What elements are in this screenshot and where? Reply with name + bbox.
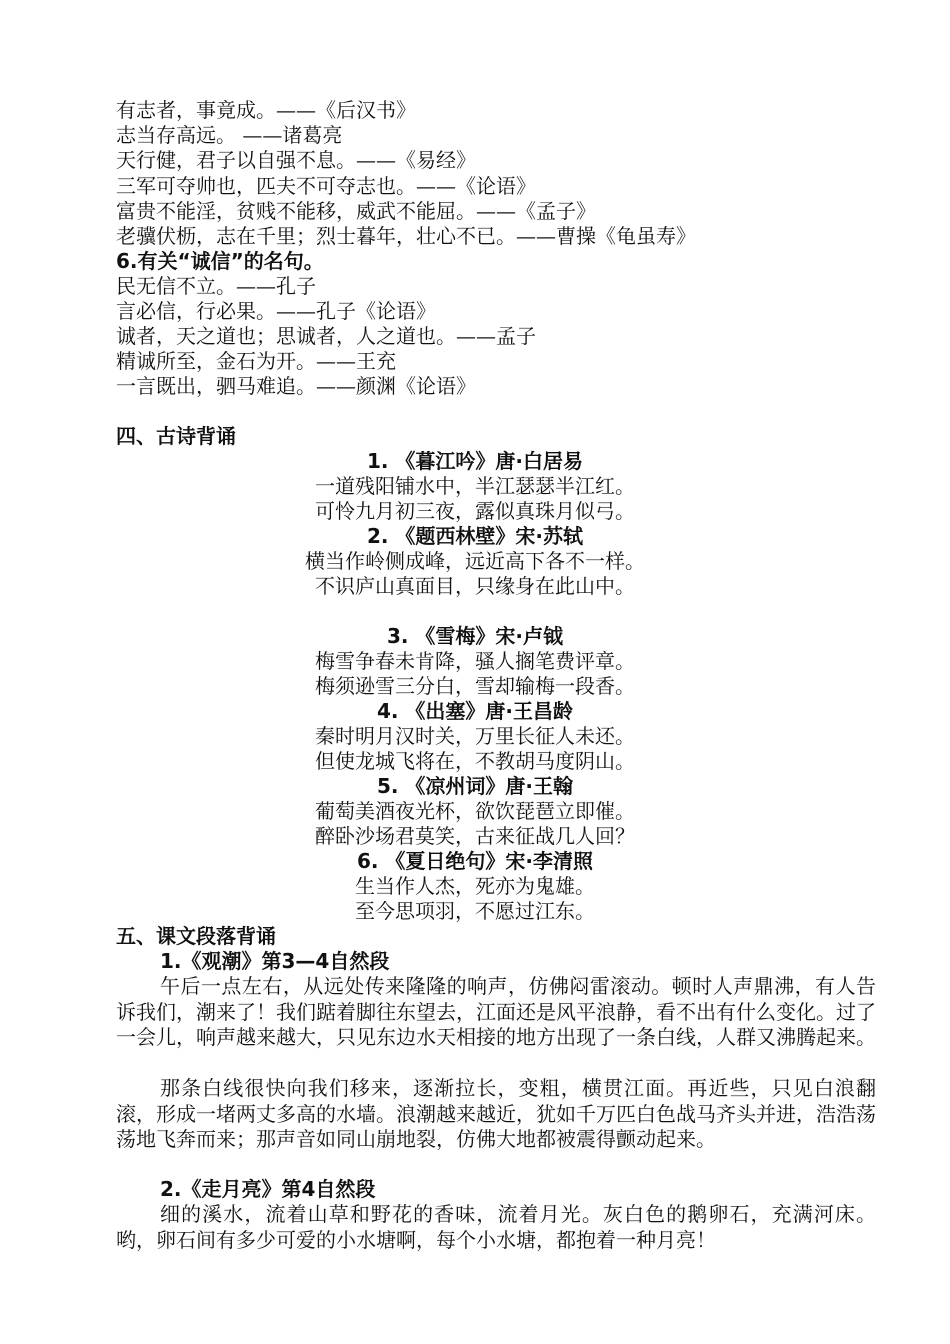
poem-line: 可怜九月初三夜，露似真珠月似弓。 <box>315 499 635 523</box>
quote-line: 三军可夺帅也，匹夫不可夺志也。——《论语》 <box>116 174 536 198</box>
poem-line: 横当作岭侧成峰，远近高下各不一样。 <box>305 549 645 573</box>
passage-paragraph: 午后一点左右，从远处传来隆隆的响声，仿佛闷雷滚动。顿时人声鼎沸，有人告诉我们，潮来了！我们踮着脚往东望去，江面还是风平浪静，看不出有什么变化。过了一会儿，响声越来越大，只见东边水天相接的地方出现了一条白线，人群又沸腾起来。 <box>116 974 876 1049</box>
quote-line: 一言既出，驷马难追。——颜渊《论语》 <box>116 374 476 398</box>
poem-line: 梅雪争春未肯降，骚人搁笔费评章。 <box>315 649 635 673</box>
poem-line: 生当作人杰，死亦为鬼雄。 <box>355 874 595 898</box>
passage-paragraph: 那条白线很快向我们移来，逐渐拉长，变粗，横贯江面。再近些，只见白浪翻滚，形成一堵两丈多高的水墙。浪潮越来越近，犹如千万匹白色战马齐头并进，浩浩荡荡地飞奔而来；那声音如同山崩地裂，仿佛大地都被震得颤动起来。 <box>116 1076 876 1151</box>
poem-title: 3. 《雪梅》宋·卢钺 <box>386 624 564 648</box>
quote-line: 志当存高远。 ——诸葛亮 <box>116 123 343 147</box>
poem-line: 一道残阳铺水中，半江瑟瑟半江红。 <box>315 474 635 498</box>
quote-line: 民无信不立。——孔子 <box>116 274 316 298</box>
poem-title: 1. 《暮江吟》唐·白居易 <box>366 449 584 473</box>
passage-title: 2.《走月亮》第4自然段 <box>160 1177 376 1201</box>
quote-line: 言必信，行必果。——孔子《论语》 <box>116 299 436 323</box>
quote-line: 天行健，君子以自强不息。——《易经》 <box>116 148 476 172</box>
poem-line: 至今思项羽，不愿过江东。 <box>355 899 595 923</box>
quote-line: 精诚所至，金石为开。——王充 <box>116 349 396 373</box>
section-heading-recitation: 五、课文段落背诵 <box>116 924 276 948</box>
poem-title: 4. 《出塞》唐·王昌龄 <box>376 699 574 723</box>
poem-line: 秦时明月汉时关，万里长征人未还。 <box>315 724 635 748</box>
poem-title: 5. 《凉州词》唐·王翰 <box>376 774 574 798</box>
poem-title: 2. 《题西林壁》宋·苏轼 <box>366 524 584 548</box>
poem-line: 葡萄美酒夜光杯，欲饮琵琶立即催。 <box>315 799 635 823</box>
quote-line: 有志者，事竟成。——《后汉书》 <box>116 98 416 122</box>
poem-title: 6. 《夏日绝句》宋·李清照 <box>356 849 594 873</box>
poem-line: 但使龙城飞将在，不教胡马度阴山。 <box>315 749 635 773</box>
poem-line: 梅须逊雪三分白，雪却输梅一段香。 <box>315 674 635 698</box>
poem-line: 不识庐山真面目，只缘身在此山中。 <box>315 574 635 598</box>
section-heading-poems: 四、古诗背诵 <box>116 424 236 448</box>
quote-line: 诚者，天之道也；思诚者，人之道也。——孟子 <box>116 324 536 348</box>
quote-line: 富贵不能淫，贫贱不能移，威武不能屈。——《孟子》 <box>116 199 596 223</box>
poem-line: 醉卧沙场君莫笑，古来征战几人回？ <box>315 824 635 848</box>
passage-title: 1.《观潮》第3—4自然段 <box>160 949 390 973</box>
quote-line: 老骥伏枥，志在千里；烈士暮年，壮心不已。——曹操《龟虽寿》 <box>116 224 696 248</box>
honesty-heading: 6.有关“诚信”的名句。 <box>116 249 324 273</box>
passage-paragraph: 细的溪水，流着山草和野花的香味，流着月光。灰白色的鹅卵石，充满河床。哟，卵石间有多少可爱的小水塘啊，每个小水塘，都抱着一种月亮！ <box>116 1202 876 1252</box>
